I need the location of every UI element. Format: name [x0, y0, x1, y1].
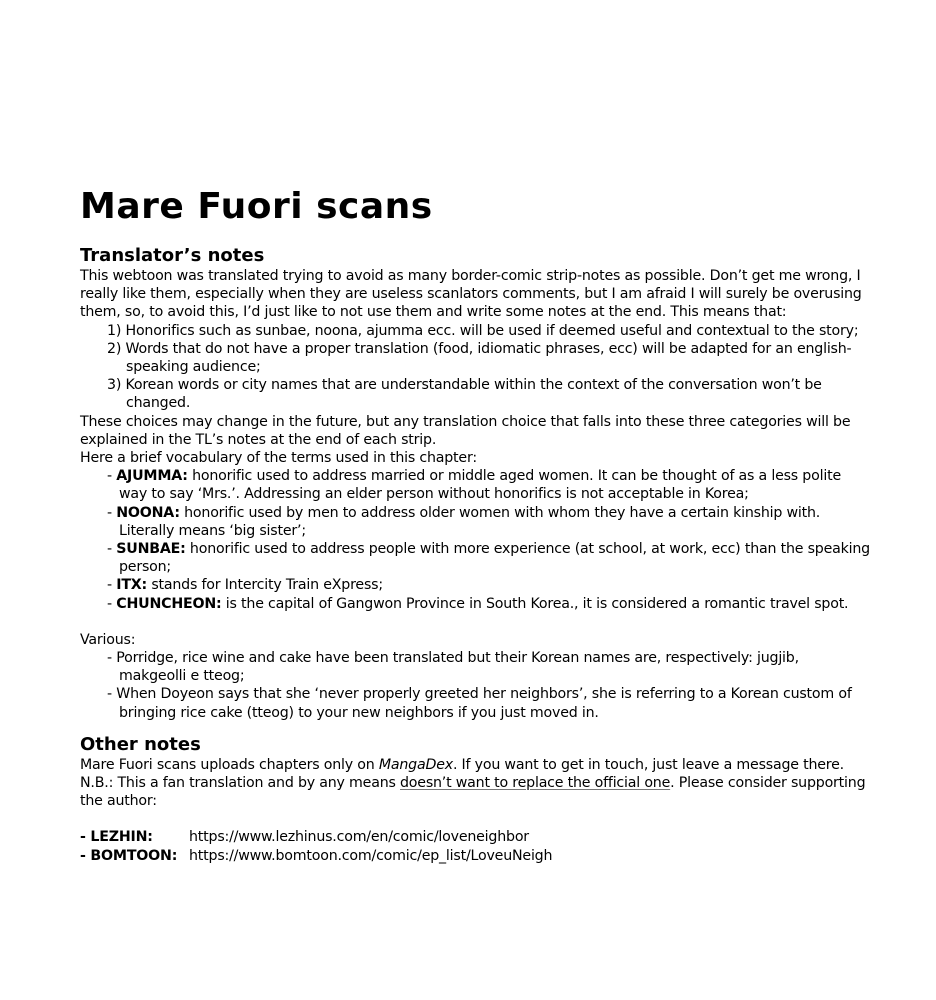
- uploads-paragraph: [80, 756, 870, 774]
- nb-text-end: . Please consider supporting the author:: [80, 775, 866, 810]
- uploads-text: Mare Fuori scans uploads chapters only on: [80, 756, 379, 773]
- vocab-definition: stands for Intercity Train eXpress;: [147, 577, 383, 594]
- nb-underlined-text: doesn’t want to replace the official one: [400, 775, 671, 792]
- vocabulary-list: [80, 467, 870, 613]
- bomtoon-url[interactable]: https://www.bomtoon.com/comic/ep_list/LoveuNeigh: [189, 847, 553, 864]
- vocab-intro: Here a brief vocabulary of the terms used in this chapter:: [80, 450, 477, 467]
- vocab-term: ITX:: [116, 577, 148, 594]
- vocab-item: - ITX: stands for Intercity Train eXpress;: [107, 577, 383, 594]
- rule-item: 1) Honorifics such as sunbae, noona, ajumma ecc. will be used if deemed useful and contextual to the story;: [107, 322, 859, 339]
- spacer: [80, 810, 870, 828]
- vocab-item: - AJUMMA: honorific used to address married or middle aged women. It can be thought of as a less polite way to say ‘Mrs.’. Addressing an elder person without honorifics is not acceptable in Korea;: [107, 468, 841, 503]
- vocab-definition: honorific used to address people with more experience (at school, at work, ecc) than the speaking person;: [119, 541, 870, 576]
- link-label: - BOMTOON:: [80, 847, 178, 864]
- translator-notes-heading: Translator’s notes: [80, 245, 265, 266]
- nb-text: N.B.: This a fan translation and by any means: [80, 775, 400, 792]
- other-notes-heading: Other notes: [80, 733, 201, 755]
- rule-item: 3) Korean words or city names that are understandable within the context of the conversation won’t be changed.: [107, 377, 822, 412]
- lezhin-link-row: [80, 828, 870, 846]
- various-item: - When Doyeon says that she ‘never properly greeted her neighbors’, she is referring to a Korean custom of bringing rice cake (tteog) to your new neighbors if you just moved in.: [107, 686, 852, 721]
- various-list: [80, 649, 870, 722]
- various-label: Various:: [80, 631, 136, 648]
- vocab-definition: honorific used by men to address older women with whom they have a certain kinship with. Literally means ‘big sister’;: [119, 504, 821, 539]
- notes-page: [80, 183, 870, 865]
- uploads-text-end: . If you want to get in touch, just leave a message there.: [452, 756, 844, 773]
- vocab-term: SUNBAE:: [116, 541, 186, 558]
- vocab-definition: honorific used to address married or middle aged women. It can be thought of as a less polite way to say ‘Mrs.’. Addressing an elder person without honorifics is not acceptable in Korea;: [119, 468, 841, 503]
- various-item: - Porridge, rice wine and cake have been translated but their Korean names are, respectively: jugjib, makgeolli e tteog;: [107, 650, 799, 685]
- vocab-item: - NOONA: honorific used by men to address older women with whom they have a certain kinship with. Literally means ‘big sister’;: [107, 504, 821, 539]
- vocab-item: - CHUNCHEON: is the capital of Gangwon Province in South Korea., it is considered a romantic travel spot.: [107, 595, 849, 612]
- spacer: [80, 613, 870, 631]
- bomtoon-link-row: [80, 847, 870, 865]
- link-label: - LEZHIN:: [80, 829, 153, 846]
- vocab-term: CHUNCHEON:: [116, 595, 222, 612]
- vocab-item: - SUNBAE: honorific used to address people with more experience (at school, at work, ecc) than the speaking person;: [107, 541, 870, 576]
- spacer: [80, 722, 870, 734]
- vocab-definition: is the capital of Gangwon Province in South Korea., it is considered a romantic travel spot.: [221, 595, 849, 612]
- rule-item: 2) Words that do not have a proper translation (food, idiomatic phrases, ecc) will be adapted for an english-speaking audience;: [107, 340, 852, 376]
- nb-paragraph: [80, 774, 870, 810]
- mangadex-name: MangaDex: [378, 756, 453, 773]
- vocab-term: NOONA:: [116, 504, 180, 521]
- choices-paragraph: These choices may change in the future, but any translation choice that falls into these three categories will be explained in the TL’s notes at the end of each strip.: [80, 413, 851, 448]
- page-title: Mare Fuori scans: [80, 186, 433, 227]
- various-text: When Doyeon says that she ‘never properly greeted her neighbors’, she is referring to a Korean custom of bringing rice cake (tteog) to your new neighbors if you just moved in.: [116, 686, 852, 721]
- vocab-term: AJUMMA:: [116, 468, 188, 485]
- translator-intro: This webtoon was translated trying to avoid as many border-comic strip-notes as possible. Don’t get me wrong, I really like them, especially when they are useless scanlators comments, but I am afraid I will surely be overusing them, so, to avoid this, I’d just like to not use them and write some notes at the end. This means that:: [80, 268, 862, 321]
- lezhin-url[interactable]: https://www.lezhinus.com/en/comic/loveneighbor: [189, 829, 529, 846]
- various-text: Porridge, rice wine and cake have been translated but their Korean names are, respectively: jugjib, makgeolli e tteog;: [116, 650, 799, 685]
- rules-list: [80, 322, 870, 413]
